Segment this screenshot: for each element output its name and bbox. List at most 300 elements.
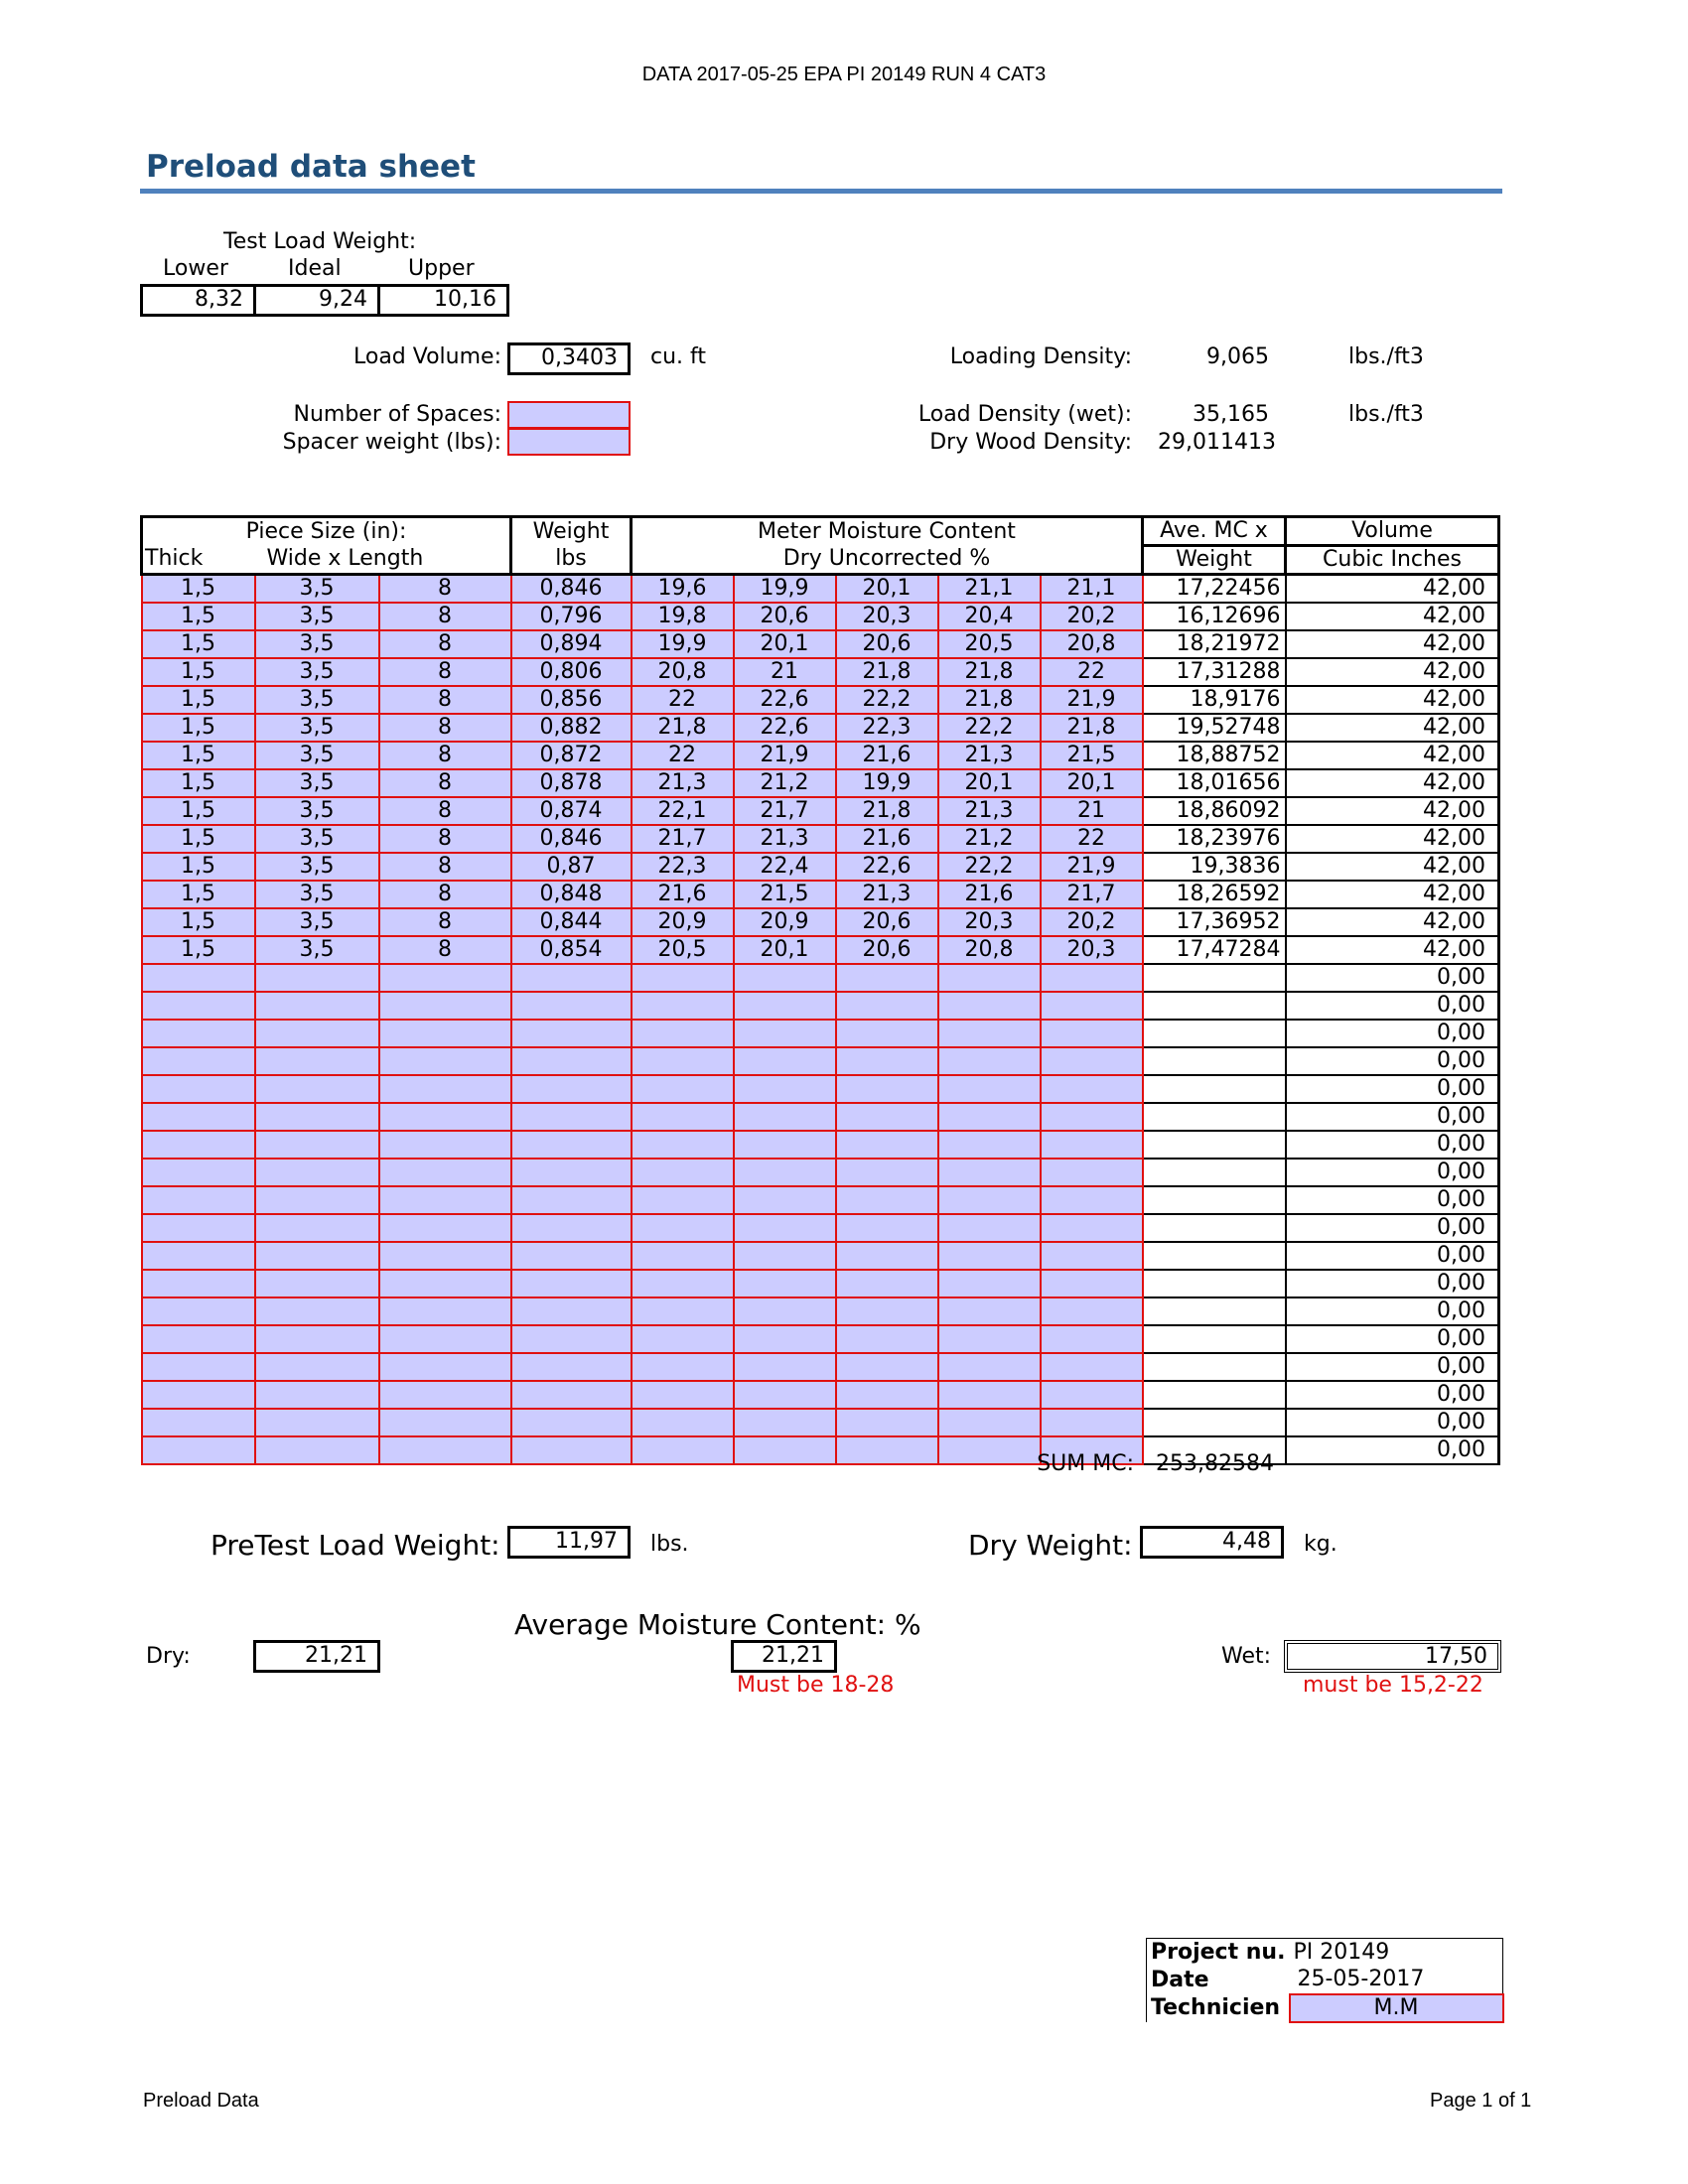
cell-wide[interactable]: 3,5	[255, 714, 379, 742]
cell-mc4[interactable]	[938, 1020, 1041, 1047]
cell-mc2[interactable]: 21,7	[734, 797, 836, 825]
cell-length[interactable]: 8	[379, 603, 511, 630]
cell-wide[interactable]: 3,5	[255, 658, 379, 686]
cell-mc3[interactable]	[836, 1020, 938, 1047]
cell-mc4[interactable]	[938, 1214, 1041, 1242]
cell-mc5[interactable]: 20,2	[1041, 908, 1143, 936]
cell-weight[interactable]	[511, 992, 632, 1020]
cell-mc3[interactable]	[836, 1270, 938, 1297]
cell-weight[interactable]: 0,874	[511, 797, 632, 825]
cell-wide[interactable]: 3,5	[255, 853, 379, 881]
cell-weight[interactable]	[511, 1186, 632, 1214]
cell-length[interactable]: 8	[379, 769, 511, 797]
cell-mc2[interactable]: 21,3	[734, 825, 836, 853]
cell-mc3[interactable]	[836, 1297, 938, 1325]
cell-thick[interactable]	[142, 1381, 255, 1409]
cell-mc2[interactable]	[734, 1270, 836, 1297]
cell-mc1[interactable]: 21,6	[632, 881, 734, 908]
cell-mc5[interactable]	[1041, 1214, 1143, 1242]
cell-mc5[interactable]	[1041, 1242, 1143, 1270]
cell-wide[interactable]	[255, 1270, 379, 1297]
cell-thick[interactable]: 1,5	[142, 936, 255, 964]
cell-weight[interactable]: 0,87	[511, 853, 632, 881]
cell-weight[interactable]: 0,872	[511, 742, 632, 769]
cell-weight[interactable]	[511, 1353, 632, 1381]
cell-mc1[interactable]	[632, 1381, 734, 1409]
cell-thick[interactable]: 1,5	[142, 686, 255, 714]
cell-thick[interactable]	[142, 1242, 255, 1270]
cell-mc5[interactable]	[1041, 1381, 1143, 1409]
cell-mc4[interactable]	[938, 1353, 1041, 1381]
cell-mc4[interactable]	[938, 1131, 1041, 1159]
cell-mc3[interactable]: 20,6	[836, 630, 938, 658]
cell-thick[interactable]: 1,5	[142, 881, 255, 908]
cell-weight[interactable]: 0,856	[511, 686, 632, 714]
cell-mc2[interactable]: 20,1	[734, 630, 836, 658]
upper-value[interactable]: 10,16	[377, 284, 509, 317]
cell-wide[interactable]: 3,5	[255, 881, 379, 908]
cell-weight[interactable]: 0,796	[511, 603, 632, 630]
cell-mc3[interactable]: 21,8	[836, 797, 938, 825]
cell-mc3[interactable]: 21,6	[836, 825, 938, 853]
cell-length[interactable]	[379, 1047, 511, 1075]
cell-thick[interactable]: 1,5	[142, 797, 255, 825]
lower-value[interactable]: 8,32	[140, 284, 256, 317]
cell-mc1[interactable]	[632, 1131, 734, 1159]
cell-mc3[interactable]	[836, 1353, 938, 1381]
cell-length[interactable]	[379, 1186, 511, 1214]
cell-weight[interactable]: 0,846	[511, 825, 632, 853]
cell-mc3[interactable]	[836, 1131, 938, 1159]
pretest-value[interactable]: 11,97	[507, 1526, 631, 1559]
cell-mc3[interactable]	[836, 1409, 938, 1436]
cell-mc5[interactable]	[1041, 964, 1143, 992]
cell-mc2[interactable]: 22,6	[734, 714, 836, 742]
cell-mc3[interactable]	[836, 1214, 938, 1242]
cell-wide[interactable]	[255, 1186, 379, 1214]
cell-thick[interactable]	[142, 1436, 255, 1464]
cell-mc5[interactable]: 21,7	[1041, 881, 1143, 908]
cell-mc1[interactable]: 20,8	[632, 658, 734, 686]
cell-length[interactable]	[379, 1020, 511, 1047]
cell-mc5[interactable]: 20,8	[1041, 630, 1143, 658]
cell-mc1[interactable]: 22	[632, 686, 734, 714]
cell-mc2[interactable]	[734, 1103, 836, 1131]
sum-mc-label: SUM MC:	[1037, 1451, 1134, 1476]
cell-thick[interactable]: 1,5	[142, 603, 255, 630]
cell-wide[interactable]: 3,5	[255, 630, 379, 658]
cell-length[interactable]: 8	[379, 686, 511, 714]
cell-thick[interactable]	[142, 1159, 255, 1186]
cell-mc4[interactable]	[938, 1159, 1041, 1186]
cell-mc1[interactable]: 19,6	[632, 575, 734, 604]
cell-mc5[interactable]	[1041, 1325, 1143, 1353]
cell-mc3[interactable]: 19,9	[836, 769, 938, 797]
cell-thick[interactable]	[142, 1131, 255, 1159]
cell-weight[interactable]	[511, 1436, 632, 1464]
cell-length[interactable]: 8	[379, 881, 511, 908]
cell-wide[interactable]: 3,5	[255, 742, 379, 769]
cell-weight[interactable]	[511, 1242, 632, 1270]
cell-thick[interactable]: 1,5	[142, 714, 255, 742]
cell-thick[interactable]: 1,5	[142, 575, 255, 604]
cell-mc1[interactable]	[632, 1159, 734, 1186]
cell-mc5[interactable]: 21	[1041, 797, 1143, 825]
cell-weight[interactable]	[511, 1047, 632, 1075]
cell-wide[interactable]: 3,5	[255, 769, 379, 797]
cell-length[interactable]: 8	[379, 797, 511, 825]
cell-mc1[interactable]	[632, 992, 734, 1020]
cell-mc4[interactable]	[938, 964, 1041, 992]
cell-mc5[interactable]: 22	[1041, 658, 1143, 686]
cell-length[interactable]	[379, 1131, 511, 1159]
cell-length[interactable]	[379, 1075, 511, 1103]
cell-mc3[interactable]: 21,6	[836, 742, 938, 769]
cell-thick[interactable]	[142, 1270, 255, 1297]
cell-mc4[interactable]	[938, 992, 1041, 1020]
cell-mc4[interactable]	[938, 1103, 1041, 1131]
cell-length[interactable]: 8	[379, 658, 511, 686]
cell-mc1[interactable]	[632, 1353, 734, 1381]
cell-wide[interactable]: 3,5	[255, 797, 379, 825]
cell-wide[interactable]	[255, 1436, 379, 1464]
cell-mc5[interactable]: 22	[1041, 825, 1143, 853]
cell-weight[interactable]	[511, 1159, 632, 1186]
cell-wide[interactable]	[255, 1020, 379, 1047]
cell-mc5[interactable]: 20,2	[1041, 603, 1143, 630]
cell-wide[interactable]: 3,5	[255, 825, 379, 853]
spaces-input[interactable]	[507, 401, 631, 429]
cell-mc1[interactable]: 21,3	[632, 769, 734, 797]
cell-mc4[interactable]: 22,2	[938, 714, 1041, 742]
cell-weight[interactable]: 0,848	[511, 881, 632, 908]
cell-mc4[interactable]: 21,1	[938, 575, 1041, 604]
cell-mc3[interactable]	[836, 1436, 938, 1464]
cell-mc4[interactable]: 20,5	[938, 630, 1041, 658]
cell-length[interactable]: 8	[379, 714, 511, 742]
cell-mc4[interactable]: 21,8	[938, 658, 1041, 686]
cell-thick[interactable]	[142, 992, 255, 1020]
center-mc-value[interactable]: 21,21	[731, 1640, 837, 1673]
cell-thick[interactable]	[142, 1297, 255, 1325]
cell-mc1[interactable]: 21,7	[632, 825, 734, 853]
cell-thick[interactable]	[142, 1020, 255, 1047]
cell-mc3[interactable]	[836, 1047, 938, 1075]
cell-weight[interactable]: 0,878	[511, 769, 632, 797]
cell-mc1[interactable]	[632, 1270, 734, 1297]
cell-mc2[interactable]: 21,2	[734, 769, 836, 797]
cell-wide[interactable]	[255, 1353, 379, 1381]
cell-wide[interactable]: 3,5	[255, 575, 379, 604]
cell-mc5[interactable]: 21,1	[1041, 575, 1143, 604]
cell-weight[interactable]: 0,894	[511, 630, 632, 658]
cell-mc3[interactable]	[836, 1325, 938, 1353]
cell-length[interactable]	[379, 1297, 511, 1325]
cell-thick[interactable]	[142, 1186, 255, 1214]
cell-mc2[interactable]	[734, 1047, 836, 1075]
cell-weight[interactable]	[511, 1325, 632, 1353]
cell-mc1[interactable]	[632, 1242, 734, 1270]
cell-mc1[interactable]	[632, 1075, 734, 1103]
table-row	[142, 908, 1499, 936]
cell-mc5[interactable]	[1041, 1075, 1143, 1103]
cell-thick[interactable]	[142, 1075, 255, 1103]
cell-mc1[interactable]: 22	[632, 742, 734, 769]
cell-mc4[interactable]	[938, 1186, 1041, 1214]
cell-mc4[interactable]	[938, 1047, 1041, 1075]
cell-mc1[interactable]	[632, 1020, 734, 1047]
cell-length[interactable]: 8	[379, 575, 511, 604]
cell-mc3[interactable]: 22,6	[836, 853, 938, 881]
cell-weight[interactable]: 0,844	[511, 908, 632, 936]
ideal-value[interactable]: 9,24	[253, 284, 380, 317]
cell-wide[interactable]: 3,5	[255, 686, 379, 714]
cell-mc2[interactable]: 20,1	[734, 936, 836, 964]
cell-weight[interactable]: 0,854	[511, 936, 632, 964]
cell-mc4[interactable]	[938, 1297, 1041, 1325]
cell-wide[interactable]	[255, 1103, 379, 1131]
cell-mc1[interactable]: 19,8	[632, 603, 734, 630]
cell-thick[interactable]: 1,5	[142, 630, 255, 658]
cell-thick[interactable]	[142, 1325, 255, 1353]
cell-mc3[interactable]: 20,1	[836, 575, 938, 604]
cell-mc5[interactable]	[1041, 1409, 1143, 1436]
cell-mc4[interactable]: 21,6	[938, 881, 1041, 908]
cell-mc5[interactable]	[1041, 1131, 1143, 1159]
cell-mc2[interactable]	[734, 1131, 836, 1159]
cell-mc3[interactable]	[836, 1381, 938, 1409]
cell-weight[interactable]	[511, 1020, 632, 1047]
cell-wide[interactable]: 3,5	[255, 936, 379, 964]
cell-mc1[interactable]	[632, 1103, 734, 1131]
cell-mc3[interactable]: 21,8	[836, 658, 938, 686]
cell-weight[interactable]: 0,846	[511, 575, 632, 604]
cell-mc4[interactable]	[938, 1270, 1041, 1297]
cell-mc3[interactable]	[836, 1242, 938, 1270]
cell-wide[interactable]	[255, 1047, 379, 1075]
cell-weight[interactable]	[511, 1075, 632, 1103]
cell-mc5[interactable]	[1041, 1159, 1143, 1186]
cell-thick[interactable]	[142, 964, 255, 992]
cell-mc4[interactable]: 20,8	[938, 936, 1041, 964]
cell-mc1[interactable]	[632, 1186, 734, 1214]
cell-mc5[interactable]	[1041, 992, 1143, 1020]
cell-mc1[interactable]: 20,9	[632, 908, 734, 936]
cell-weight[interactable]: 0,806	[511, 658, 632, 686]
cell-mc2[interactable]	[734, 1242, 836, 1270]
cell-mc1[interactable]: 22,1	[632, 797, 734, 825]
cell-wide[interactable]: 3,5	[255, 603, 379, 630]
cell-mc2[interactable]	[734, 1353, 836, 1381]
cell-mc3[interactable]	[836, 1075, 938, 1103]
cell-weight[interactable]	[511, 1214, 632, 1242]
cell-wide[interactable]	[255, 1297, 379, 1325]
cell-mc3[interactable]: 22,3	[836, 714, 938, 742]
cell-mc4[interactable]: 20,4	[938, 603, 1041, 630]
cell-mc1[interactable]	[632, 1325, 734, 1353]
cell-length[interactable]	[379, 1214, 511, 1242]
cell-length[interactable]: 8	[379, 742, 511, 769]
dry-weight-value[interactable]: 4,48	[1140, 1526, 1284, 1559]
cell-wide[interactable]	[255, 1325, 379, 1353]
cell-mc2[interactable]: 20,9	[734, 908, 836, 936]
cell-mc3[interactable]: 22,2	[836, 686, 938, 714]
cell-mc2[interactable]	[734, 1186, 836, 1214]
cell-mc4[interactable]: 21,3	[938, 797, 1041, 825]
cell-mc1[interactable]	[632, 1047, 734, 1075]
cell-mc5[interactable]	[1041, 1297, 1143, 1325]
cell-mc1[interactable]: 19,9	[632, 630, 734, 658]
cell-mc1[interactable]	[632, 1297, 734, 1325]
cell-mc1[interactable]	[632, 1436, 734, 1464]
cell-length[interactable]	[379, 1325, 511, 1353]
cell-length[interactable]	[379, 992, 511, 1020]
cell-length[interactable]: 8	[379, 630, 511, 658]
cell-mc2[interactable]: 20,6	[734, 603, 836, 630]
cell-mc4[interactable]: 21,2	[938, 825, 1041, 853]
cell-thick[interactable]: 1,5	[142, 853, 255, 881]
cell-weight[interactable]	[511, 1103, 632, 1131]
cell-mc5[interactable]: 20,3	[1041, 936, 1143, 964]
cell-mc2[interactable]: 21,5	[734, 881, 836, 908]
cell-thick[interactable]: 1,5	[142, 658, 255, 686]
cell-mc5[interactable]	[1041, 1270, 1143, 1297]
cell-mc5[interactable]: 21,9	[1041, 853, 1143, 881]
cell-mc5[interactable]: 21,5	[1041, 742, 1143, 769]
cell-wide[interactable]	[255, 1242, 379, 1270]
cell-wide[interactable]	[255, 1214, 379, 1242]
dry-value[interactable]: 21,21	[253, 1640, 380, 1673]
cell-wide[interactable]	[255, 1131, 379, 1159]
spacer-weight-input[interactable]	[507, 428, 631, 456]
cell-mc1[interactable]: 22,3	[632, 853, 734, 881]
cell-length[interactable]	[379, 1409, 511, 1436]
cell-thick[interactable]	[142, 1047, 255, 1075]
cell-mc2[interactable]: 21	[734, 658, 836, 686]
cell-mc2[interactable]	[734, 1381, 836, 1409]
cell-mc3[interactable]	[836, 1186, 938, 1214]
cell-mc4[interactable]: 20,1	[938, 769, 1041, 797]
load-volume-value[interactable]: 0,3403	[507, 342, 631, 375]
cell-thick[interactable]	[142, 1103, 255, 1131]
cell-thick[interactable]: 1,5	[142, 908, 255, 936]
cell-length[interactable]	[379, 1270, 511, 1297]
cell-mc2[interactable]: 21,9	[734, 742, 836, 769]
cell-mc5[interactable]	[1041, 1020, 1143, 1047]
cell-thick[interactable]: 1,5	[142, 742, 255, 769]
cell-mc3[interactable]: 20,6	[836, 908, 938, 936]
cell-mc4[interactable]: 21,8	[938, 686, 1041, 714]
cell-thick[interactable]: 1,5	[142, 769, 255, 797]
cell-mc2[interactable]	[734, 964, 836, 992]
cell-wide[interactable]	[255, 1159, 379, 1186]
cell-mc3[interactable]	[836, 1103, 938, 1131]
cell-wide[interactable]: 3,5	[255, 908, 379, 936]
cell-thick[interactable]	[142, 1353, 255, 1381]
cell-mc4[interactable]	[938, 1325, 1041, 1353]
cell-mc3[interactable]: 21,3	[836, 881, 938, 908]
cell-mc1[interactable]: 20,5	[632, 936, 734, 964]
wet-value[interactable]: 17,50	[1284, 1640, 1501, 1673]
cell-mc2[interactable]	[734, 1020, 836, 1047]
cell-weight[interactable]	[511, 1381, 632, 1409]
cell-mc2[interactable]: 22,4	[734, 853, 836, 881]
cell-length[interactable]: 8	[379, 908, 511, 936]
cell-mc5[interactable]: 20,1	[1041, 769, 1143, 797]
cell-wide[interactable]	[255, 1381, 379, 1409]
cell-length[interactable]	[379, 1159, 511, 1186]
cell-length[interactable]	[379, 964, 511, 992]
cell-mc4[interactable]	[938, 1381, 1041, 1409]
cell-length[interactable]: 8	[379, 936, 511, 964]
cell-mc2[interactable]	[734, 1214, 836, 1242]
cell-mc5[interactable]: 21,9	[1041, 686, 1143, 714]
cell-mc1[interactable]	[632, 1214, 734, 1242]
cell-mc4[interactable]: 21,3	[938, 742, 1041, 769]
cell-mc3[interactable]	[836, 1159, 938, 1186]
cell-mc4[interactable]: 20,3	[938, 908, 1041, 936]
cell-mc5[interactable]	[1041, 1047, 1143, 1075]
cell-length[interactable]: 8	[379, 825, 511, 853]
cell-thick[interactable]	[142, 1214, 255, 1242]
cell-mc2[interactable]	[734, 992, 836, 1020]
cell-length[interactable]	[379, 1242, 511, 1270]
cell-mc2[interactable]	[734, 1325, 836, 1353]
cell-mc4[interactable]	[938, 1075, 1041, 1103]
cell-mc2[interactable]	[734, 1436, 836, 1464]
cell-mc2[interactable]: 19,9	[734, 575, 836, 604]
cell-thick[interactable]: 1,5	[142, 825, 255, 853]
cell-mc4[interactable]	[938, 1409, 1041, 1436]
cell-mc2[interactable]	[734, 1409, 836, 1436]
cell-mc2[interactable]	[734, 1075, 836, 1103]
cell-mc5[interactable]	[1041, 1103, 1143, 1131]
cell-weight[interactable]	[511, 964, 632, 992]
cell-length[interactable]	[379, 1381, 511, 1409]
cell-mc5[interactable]	[1041, 1353, 1143, 1381]
cell-wide[interactable]	[255, 964, 379, 992]
cell-weight[interactable]	[511, 1131, 632, 1159]
technicien-value[interactable]: M.M	[1290, 1994, 1503, 2022]
cell-weight[interactable]	[511, 1270, 632, 1297]
cell-mc2[interactable]	[734, 1159, 836, 1186]
cell-thick[interactable]	[142, 1409, 255, 1436]
cell-mc2[interactable]: 22,6	[734, 686, 836, 714]
cell-mc5[interactable]	[1041, 1186, 1143, 1214]
cell-weight[interactable]	[511, 1409, 632, 1436]
cell-mc3[interactable]	[836, 964, 938, 992]
cell-weight[interactable]: 0,882	[511, 714, 632, 742]
cell-mc1[interactable]	[632, 964, 734, 992]
cell-mc3[interactable]: 20,3	[836, 603, 938, 630]
cell-mc3[interactable]	[836, 992, 938, 1020]
cell-mc4[interactable]: 22,2	[938, 853, 1041, 881]
cell-mc2[interactable]	[734, 1297, 836, 1325]
cell-wide[interactable]	[255, 992, 379, 1020]
cell-length[interactable]	[379, 1103, 511, 1131]
cell-length[interactable]	[379, 1436, 511, 1464]
cell-length[interactable]	[379, 1353, 511, 1381]
cell-mc5[interactable]: 21,8	[1041, 714, 1143, 742]
cell-wide[interactable]	[255, 1409, 379, 1436]
cell-mc4[interactable]	[938, 1242, 1041, 1270]
cell-mc1[interactable]	[632, 1409, 734, 1436]
cell-mc1[interactable]: 21,8	[632, 714, 734, 742]
cell-weight[interactable]	[511, 1297, 632, 1325]
cell-mc3[interactable]: 20,6	[836, 936, 938, 964]
cell-wide[interactable]	[255, 1075, 379, 1103]
cell-length[interactable]: 8	[379, 853, 511, 881]
